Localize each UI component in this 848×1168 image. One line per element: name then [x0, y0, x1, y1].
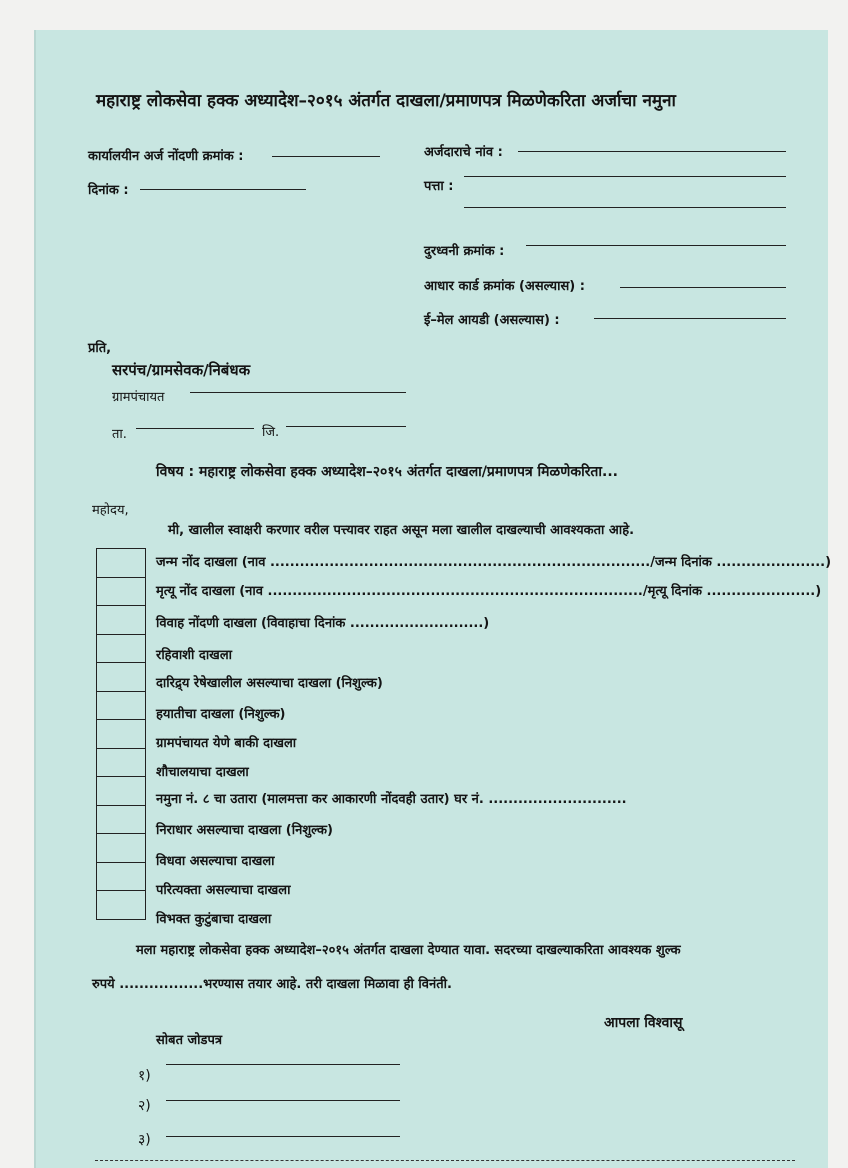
checkbox-separate-family[interactable]: [96, 890, 146, 920]
attachment-line-1[interactable]: [166, 1064, 400, 1065]
checkbox-birth[interactable]: [96, 548, 146, 577]
checkbox-death[interactable]: [96, 577, 146, 606]
prati-label: प्रति,: [88, 341, 112, 356]
address-label: पत्ता :: [424, 179, 454, 194]
checkbox-bpl[interactable]: [96, 662, 146, 691]
grampanchayat-line[interactable]: [190, 392, 406, 393]
attachment-line-3[interactable]: [166, 1136, 400, 1137]
district-label: जि.: [262, 425, 280, 440]
attachment-line-2[interactable]: [166, 1100, 400, 1101]
certificate-label: हयातीचा दाखला (निशुल्क): [156, 707, 286, 722]
phone-label: दुरध्वनी क्रमांक :: [424, 244, 505, 259]
office-reg-no-line[interactable]: [272, 156, 380, 157]
bottom-cut-line: [95, 1160, 795, 1161]
certificate-label: शौचालयाचा दाखला: [156, 765, 249, 780]
subject-line: विषय : महाराष्ट्र लोकसेवा हक्क अध्यादेश–२०१५ अंतर्गत दाखला/प्रमाणपत्र मिळणेकरिता...: [156, 464, 618, 480]
intro-text: मी, खालील स्वाक्षरी करणार वरील पत्त्यावर राहत असून मला खालील दाखल्याची आवश्यकता आहे.: [168, 523, 635, 538]
date-label: दिनांक :: [88, 183, 129, 198]
grampanchayat-label: ग्रामपंचायत: [112, 390, 165, 405]
recipient-designation: सरपंच/ग्रामसेवक/निबंधक: [112, 361, 251, 379]
applicant-name-line[interactable]: [518, 151, 786, 152]
address-line-1[interactable]: [464, 176, 786, 177]
checkbox-life[interactable]: [96, 691, 146, 720]
certificate-label: ग्रामपंचायत येणे बाकी दाखला: [156, 736, 297, 751]
attachment-number: १): [138, 1068, 151, 1084]
email-line[interactable]: [594, 318, 786, 319]
checkbox-destitute[interactable]: [96, 805, 146, 834]
certificate-label: नमुना नं. ८ चा उतारा (मालमत्ता कर आकारणी नोंदवही उतार) घर नं. ............................: [156, 792, 627, 807]
certificate-label: मृत्यू नोंद दाखला (नाव ............................................................................/मृत्यू दिनांक ......................): [156, 584, 822, 599]
phone-line[interactable]: [526, 245, 786, 246]
checkbox-dues[interactable]: [96, 719, 146, 748]
certificate-label: निराधार असल्याचा दाखला (निशुल्क): [156, 823, 333, 838]
attachment-number: २): [138, 1098, 151, 1114]
signoff: आपला विश्वासू: [604, 1015, 683, 1031]
certificate-checkbox-column: [96, 548, 146, 920]
salutation: महोदय,: [92, 503, 129, 518]
checkbox-marriage[interactable]: [96, 605, 146, 634]
email-label: ई–मेल आयडी (असल्यास) :: [424, 313, 560, 328]
certificate-label: परित्यक्ता असल्याचा दाखला: [156, 883, 291, 898]
taluka-line[interactable]: [136, 428, 254, 429]
certificate-label: विधवा असल्याचा दाखला: [156, 854, 275, 869]
attachment-number: ३): [138, 1132, 151, 1148]
applicant-name-label: अर्जदाराचे नांव :: [424, 145, 503, 160]
office-reg-no-label: कार्यालयीन अर्ज नोंदणी क्रमांक :: [88, 149, 244, 164]
checkbox-abandoned[interactable]: [96, 862, 146, 891]
form-title: महाराष्ट्र लोकसेवा हक्क अध्यादेश–२०१५ अंतर्गत दाखला/प्रमाणपत्र मिळणेकरिता अर्जाचा नमुना: [96, 91, 676, 111]
attachments-heading: सोबत जोडपत्र: [156, 1033, 223, 1048]
certificate-label: रहिवाशी दाखला: [156, 648, 232, 663]
certificate-label: विवाह नोंदणी दाखला (विवाहाचा दिनांक ...........................): [156, 616, 490, 631]
district-line[interactable]: [286, 426, 406, 427]
closing-line-2: रुपये .................भरण्यास तयार आहे. तरी दाखला मिळावा ही विनंती.: [92, 977, 452, 992]
certificate-label: दारिद्र्य रेषेखालील असल्याचा दाखला (निशुल्क): [156, 676, 383, 691]
certificate-label: विभक्त कुटुंबाचा दाखला: [156, 912, 272, 927]
checkbox-form8[interactable]: [96, 776, 146, 805]
certificate-label: जन्म नोंद दाखला (नाव ............................................................................./जन्म दिनांक ......................): [156, 555, 832, 570]
aadhaar-label: आधार कार्ड क्रमांक (असल्यास) :: [424, 279, 585, 294]
closing-line-1: मला महाराष्ट्र लोकसेवा हक्क अध्यादेश–२०१५ अंतर्गत दाखला देण्यात यावा. सदरच्या दाखल्याकरिता आवश्यक शुल्क: [136, 943, 681, 958]
checkbox-widow[interactable]: [96, 833, 146, 862]
taluka-label: ता.: [112, 427, 127, 442]
checkbox-toilet[interactable]: [96, 748, 146, 777]
checkbox-residence[interactable]: [96, 634, 146, 663]
address-line-2[interactable]: [464, 207, 786, 208]
date-line[interactable]: [140, 189, 306, 190]
aadhaar-line[interactable]: [620, 287, 786, 288]
